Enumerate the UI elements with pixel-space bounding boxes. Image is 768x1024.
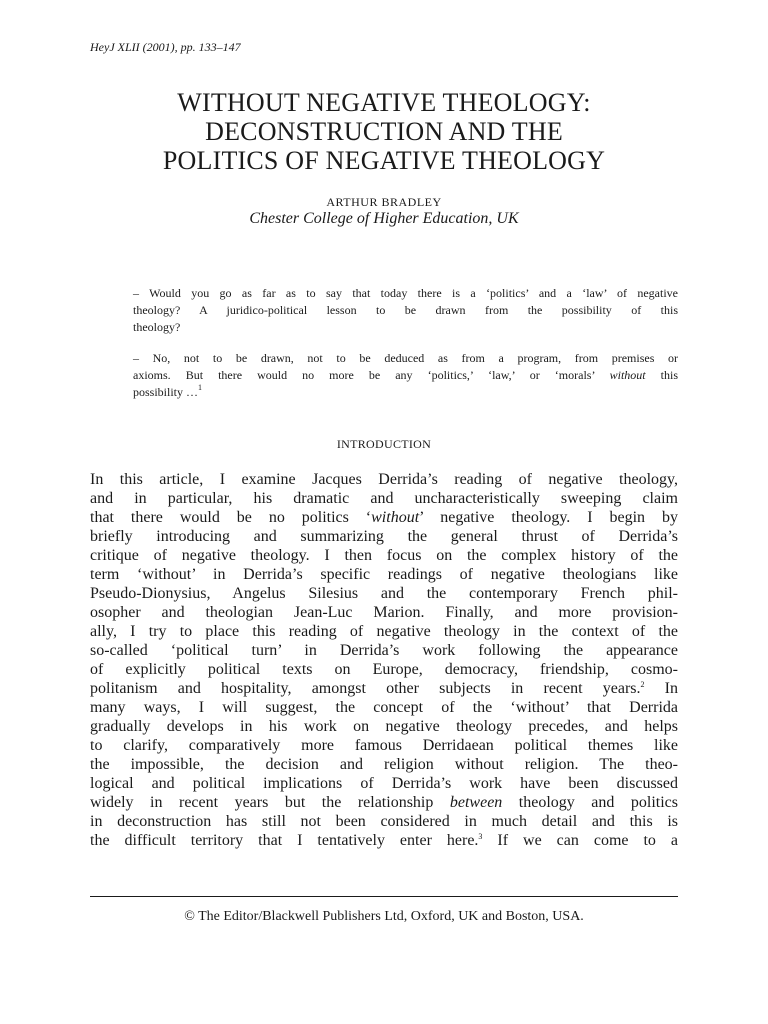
epigraph-text: axioms. But there would no more be any ‘politics,’ ‘law,’ or ‘morals’ [133, 368, 610, 382]
body-line: and in particular, his dramatic and uncharacteristically sweeping claim [90, 490, 678, 507]
body-emphasis: between [449, 794, 503, 811]
section-heading: INTRODUCTION [336, 437, 432, 451]
body-paragraph [90, 470, 678, 850]
epigraph-question [133, 285, 678, 336]
body-line: osopher and theologian Jean-Luc Marion. Finally, and more provision- [90, 604, 678, 621]
body-line: In this article, I examine Jacques Derrida’s reading of negative theology, [90, 471, 678, 488]
body-text: theology and politics [502, 794, 679, 811]
epigraph-text: this [645, 368, 679, 382]
body-line: logical and political implications of Derrida’s work have been discussed [90, 775, 678, 792]
epigraph-text: possibility … [133, 385, 199, 399]
body-line [90, 793, 678, 812]
author-affiliation: Chester College of Higher Education, UK [249, 210, 519, 227]
body-line: ally, I try to place this reading of negative theology in the context of the [90, 623, 678, 640]
body-line: Pseudo-Dionysius, Angelus Silesius and the contemporary French phil- [90, 585, 678, 602]
title-line-1: WITHOUT NEGATIVE THEOLOGY: [177, 88, 591, 117]
footnote-marker[interactable]: 3 [478, 832, 483, 841]
body-line: gradually develops in his work on negative theology precedes, and helps [90, 718, 678, 735]
epigraph-line [133, 367, 678, 384]
body-line: so-called ‘political turn’ in Derrida’s work following the appearance [90, 642, 678, 659]
body-text: In [644, 680, 679, 697]
epigraph-line: theology? A juridico-political lesson to be drawn from the possibility of this [133, 303, 678, 317]
body-line: many ways, I will suggest, the concept of the ‘without’ that Derrida [90, 699, 678, 716]
article-title [70, 88, 698, 175]
body-text: ’ negative theology. I begin by [419, 509, 678, 526]
epigraph-line: theology? [133, 320, 181, 334]
journal-reference: HeyJ XLII (2001), pp. 133–147 [90, 40, 241, 54]
epigraph-line [133, 384, 678, 401]
body-line: to clarify, comparatively more famous Derridaean political themes like [90, 737, 678, 754]
body-text: widely in recent years but the relationship [90, 794, 450, 811]
copyright-notice: © The Editor/Blackwell Publishers Ltd, Oxford, UK and Boston, USA. [184, 909, 584, 924]
body-emphasis: without [371, 509, 420, 526]
body-text: politanism and hospitality, amongst other subjects in recent years. [90, 680, 641, 697]
footer-divider [90, 896, 678, 897]
body-line: critique of negative theology. I then focus on the complex history of the [90, 547, 678, 564]
body-line [90, 831, 678, 850]
body-text: the difficult territory that I tentatively enter here. [90, 832, 479, 849]
author-name: ARTHUR BRADLEY [326, 195, 442, 209]
epigraph-line: – No, not to be drawn, not to be deduced as from a program, from premises or [133, 351, 678, 365]
epigraph-line: – Would you go as far as to say that today there is a ‘politics’ and a ‘law’ of negative [133, 286, 678, 300]
title-line-3: POLITICS OF NEGATIVE THEOLOGY [162, 146, 606, 175]
body-line: term ‘without’ in Derrida’s specific readings of negative theologians like [90, 566, 678, 583]
body-line [90, 679, 678, 698]
body-text: If we can come to a [482, 832, 678, 849]
body-line: in deconstruction has still not been considered in much detail and this is [90, 813, 678, 830]
body-line: of explicitly political texts on Europe, democracy, friendship, cosmo- [90, 661, 678, 678]
body-text: that there would be no politics ‘ [90, 509, 372, 526]
body-line [90, 508, 678, 527]
title-line-2: DECONSTRUCTION AND THE [205, 117, 563, 146]
body-line: briefly introducing and summarizing the general thrust of Derrida’s [90, 528, 678, 545]
epigraph-emphasis: without [609, 368, 646, 382]
footnote-marker[interactable]: 1 [198, 383, 203, 392]
footnote-marker[interactable]: 2 [640, 680, 645, 689]
epigraph-answer [133, 350, 678, 401]
body-line: the impossible, the decision and religion without religion. The theo- [90, 756, 678, 773]
